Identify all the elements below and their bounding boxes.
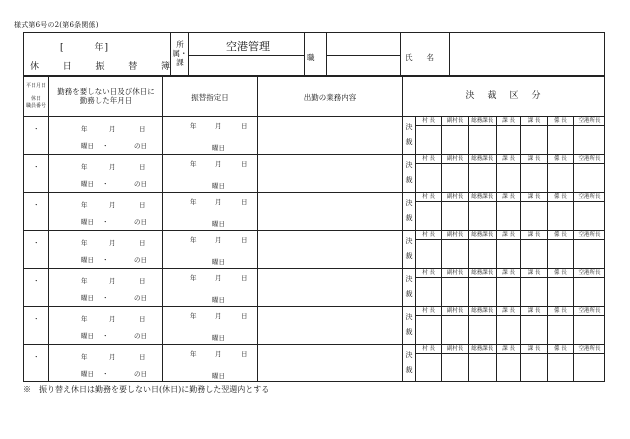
approval-mark: [404, 310, 414, 340]
book-title-char: 日: [62, 62, 72, 72]
approval-column-header: 決 裁 区 分: [465, 91, 543, 101]
approval-mark-char: 決: [405, 351, 413, 359]
separator: ・: [102, 218, 109, 226]
post-label: 職: [307, 53, 315, 62]
approval-grid: [402, 116, 605, 154]
approval-stamp-box: [468, 278, 496, 306]
swap-weekday-label: 曜日: [212, 334, 225, 342]
swap-weekday-label: 曜日: [212, 296, 225, 304]
approval-stamp-box: [415, 164, 441, 192]
approval-role-label: 総務課長: [468, 154, 496, 164]
row-bullet: ・: [33, 277, 40, 285]
approval-stamp-box: [573, 240, 605, 268]
approval-stamp-box: [520, 354, 546, 382]
row-bullet: ・: [33, 201, 40, 209]
weekday-label: 曜日: [81, 370, 94, 378]
nth-day-label: の日: [134, 256, 147, 264]
dept-value: 空港管理: [226, 40, 270, 53]
table-row: [24, 268, 604, 306]
approval-role-label: 副村長: [441, 154, 467, 164]
month-label: 月: [109, 125, 116, 133]
approval-mark: [404, 272, 414, 302]
swap-year-label: 年: [190, 350, 197, 358]
approval-mark-char: 決: [405, 313, 413, 321]
swap-month-label: 月: [215, 236, 222, 244]
approval-mark-char: 決: [405, 199, 413, 207]
swap-weekday-label: 曜日: [212, 144, 225, 152]
year-label: 年: [81, 163, 88, 171]
approval-stamp-box: [496, 164, 520, 192]
approval-stamp-box: [573, 316, 605, 344]
day-label: 日: [139, 315, 146, 323]
approval-role-label: 村 長: [415, 154, 441, 164]
year-label: [ 年]: [60, 43, 110, 53]
book-title-char: 替: [128, 62, 138, 72]
approval-stamp-box: [415, 316, 441, 344]
approval-role-label: 総務課長: [468, 116, 496, 126]
table-row: [24, 230, 604, 268]
approval-role-label: 課 長: [520, 154, 546, 164]
approval-role-label: 副村長: [441, 306, 467, 316]
approval-role-label: 副村長: [441, 230, 467, 240]
approval-stamp-box: [547, 316, 573, 344]
approval-stamp-box: [573, 278, 605, 306]
swap-month-label: 月: [215, 312, 222, 320]
approval-role-label: 副村長: [441, 344, 467, 354]
approval-stamp-box: [547, 126, 573, 154]
book-title-char: 振: [95, 62, 105, 72]
approval-stamp-box: [547, 354, 573, 382]
approval-role-label: 空港所長: [573, 192, 605, 202]
approval-mark-char: 裁: [405, 138, 413, 146]
day-label: 日: [139, 277, 146, 285]
approval-grid: [402, 344, 605, 382]
approval-role-label: 課 長: [496, 154, 520, 164]
approval-stamp-box: [520, 164, 546, 192]
row-bullet: ・: [33, 125, 40, 133]
approval-mark: [404, 196, 414, 226]
day-label: 日: [139, 163, 146, 171]
table-row: [24, 154, 604, 192]
approval-stamp-box: [496, 126, 520, 154]
swap-weekday-label: 曜日: [212, 182, 225, 190]
approval-role-label: 課 長: [496, 116, 520, 126]
approval-mark: [404, 120, 414, 150]
approval-role-label: 副村長: [441, 116, 467, 126]
approval-mark-char: 決: [405, 237, 413, 245]
approval-stamp-box: [547, 278, 573, 306]
approval-stamp-box: [468, 240, 496, 268]
swap-weekday-label: 曜日: [212, 372, 225, 380]
weekday-label: 曜日: [81, 256, 94, 264]
nth-day-label: の日: [134, 218, 147, 226]
table-row: [24, 306, 604, 344]
form-reference: 様式第6号の2(第6条関係): [14, 21, 99, 29]
swap-month-label: 月: [215, 122, 222, 130]
swap-day-label: 日: [241, 350, 248, 358]
table-row: [24, 116, 604, 154]
approval-stamp-box: [468, 316, 496, 344]
weekday-label: 曜日: [81, 332, 94, 340]
approval-role-label: 空港所長: [573, 230, 605, 240]
day-label: 日: [139, 201, 146, 209]
approval-role-label: 係 長: [547, 116, 573, 126]
swap-weekday-label: 曜日: [212, 220, 225, 228]
approval-mark-char: 決: [405, 161, 413, 169]
nth-day-label: の日: [134, 332, 147, 340]
approval-role-label: 村 長: [415, 344, 441, 354]
approval-grid: [402, 230, 605, 268]
approval-mark: [404, 348, 414, 378]
approval-stamp-box: [415, 240, 441, 268]
year-label: 年: [81, 277, 88, 285]
swap-table: [23, 76, 605, 382]
weekday-label: 曜日: [81, 180, 94, 188]
approval-role-label: 空港所長: [573, 344, 605, 354]
approval-role-label: 係 長: [547, 344, 573, 354]
separator: ・: [102, 256, 109, 264]
approval-stamp-box: [441, 164, 467, 192]
separator: ・: [102, 332, 109, 340]
approval-stamp-box: [468, 354, 496, 382]
approval-mark-char: 決: [405, 123, 413, 131]
approval-role-label: 係 長: [547, 306, 573, 316]
table-row: [24, 192, 604, 230]
approval-stamp-box: [520, 316, 546, 344]
approval-stamp-box: [573, 126, 605, 154]
approval-role-label: 課 長: [520, 268, 546, 278]
approval-grid: [402, 268, 605, 306]
approval-role-label: 課 長: [520, 116, 546, 126]
swap-year-label: 年: [190, 122, 197, 130]
approval-stamp-box: [496, 240, 520, 268]
separator: ・: [102, 142, 109, 150]
swap-month-label: 月: [215, 350, 222, 358]
approval-stamp-box: [415, 278, 441, 306]
approval-role-label: 総務課長: [468, 230, 496, 240]
month-label: 月: [109, 239, 116, 247]
approval-role-label: 空港所長: [573, 268, 605, 278]
approval-role-label: 課 長: [496, 306, 520, 316]
approval-mark-char: 決: [405, 275, 413, 283]
approval-stamp-box: [520, 240, 546, 268]
approval-stamp-box: [547, 164, 573, 192]
approval-role-label: 総務課長: [468, 344, 496, 354]
month-label: 月: [109, 277, 116, 285]
approval-stamp-box: [441, 240, 467, 268]
approval-stamp-box: [468, 126, 496, 154]
approval-grid: [402, 154, 605, 192]
year-label: 年: [81, 125, 88, 133]
approval-role-label: 総務課長: [468, 306, 496, 316]
approval-role-label: 総務課長: [468, 268, 496, 278]
nth-day-label: の日: [134, 294, 147, 302]
swap-month-label: 月: [215, 160, 222, 168]
swap-month-label: 月: [215, 198, 222, 206]
day-label: 日: [139, 239, 146, 247]
approval-stamp-box: [441, 202, 467, 230]
date-column-header: 勤務を要しない日及び休日に勤務した年月日: [57, 87, 155, 105]
approval-mark-char: 裁: [405, 214, 413, 222]
year-label: 年: [81, 353, 88, 361]
day-label: 日: [139, 125, 146, 133]
approval-stamp-box: [441, 126, 467, 154]
approval-grid: [402, 306, 605, 344]
day-label: 日: [139, 353, 146, 361]
approval-stamp-box: [573, 202, 605, 230]
swap-day-label: 日: [241, 160, 248, 168]
approval-stamp-box: [468, 202, 496, 230]
swap-day-label: 日: [241, 312, 248, 320]
approval-mark-char: 裁: [405, 176, 413, 184]
approval-role-label: 課 長: [520, 230, 546, 240]
work-column-header: 出勤の業務内容: [303, 93, 357, 102]
swap-column-header: 振替指定日: [191, 93, 229, 102]
approval-role-label: 副村長: [441, 268, 467, 278]
approval-role-label: 空港所長: [573, 306, 605, 316]
year-label: 年: [81, 315, 88, 323]
approval-stamp-box: [496, 354, 520, 382]
approval-mark-char: 裁: [405, 366, 413, 374]
approval-mark-char: 裁: [405, 328, 413, 336]
approval-role-label: 係 長: [547, 154, 573, 164]
swap-day-label: 日: [241, 274, 248, 282]
approval-role-label: 空港所長: [573, 116, 605, 126]
month-label: 月: [109, 201, 116, 209]
approval-role-label: 副村長: [441, 192, 467, 202]
approval-grid: [402, 192, 605, 230]
approval-role-label: 村 長: [415, 192, 441, 202]
approval-stamp-box: [415, 202, 441, 230]
approval-stamp-box: [547, 240, 573, 268]
swap-day-label: 日: [241, 198, 248, 206]
swap-year-label: 年: [190, 160, 197, 168]
approval-role-label: 空港所長: [573, 154, 605, 164]
footnote: ※ 振り替え休日は勤務を要しない日(休日)に勤務した翌週内とする: [23, 385, 270, 394]
dept-label: 所属・課: [172, 40, 188, 67]
nth-day-label: の日: [134, 142, 147, 150]
approval-role-label: 課 長: [520, 306, 546, 316]
approval-role-label: 村 長: [415, 306, 441, 316]
separator: ・: [102, 370, 109, 378]
approval-stamp-box: [496, 278, 520, 306]
book-title-char: 休: [30, 62, 40, 72]
approval-mark-char: 裁: [405, 290, 413, 298]
approval-stamp-box: [441, 278, 467, 306]
approval-stamp-box: [573, 164, 605, 192]
weekday-label: 曜日: [81, 142, 94, 150]
year-label: 年: [81, 201, 88, 209]
approval-stamp-box: [441, 354, 467, 382]
name-label: 氏名: [405, 53, 448, 62]
approval-mark-char: 裁: [405, 252, 413, 260]
table-row: [24, 344, 604, 382]
weekday-label: 曜日: [81, 294, 94, 302]
swap-year-label: 年: [190, 198, 197, 206]
swap-year-label: 年: [190, 236, 197, 244]
approval-stamp-box: [520, 202, 546, 230]
nth-day-label: の日: [134, 180, 147, 188]
swap-day-label: 日: [241, 236, 248, 244]
approval-role-label: 村 長: [415, 116, 441, 126]
swap-day-label: 日: [241, 122, 248, 130]
month-label: 月: [109, 163, 116, 171]
approval-stamp-box: [496, 316, 520, 344]
row-bullet: ・: [33, 163, 40, 171]
weekday-header: 平日月日 休日 職員番号: [25, 83, 46, 109]
approval-stamp-box: [415, 354, 441, 382]
weekday-label: 曜日: [81, 218, 94, 226]
approval-stamp-box: [441, 316, 467, 344]
approval-stamp-box: [468, 164, 496, 192]
approval-role-label: 課 長: [496, 344, 520, 354]
row-bullet: ・: [33, 315, 40, 323]
approval-stamp-box: [520, 278, 546, 306]
approval-role-label: 課 長: [496, 230, 520, 240]
approval-role-label: 村 長: [415, 230, 441, 240]
approval-stamp-box: [547, 202, 573, 230]
swap-weekday-label: 曜日: [212, 258, 225, 266]
separator: ・: [102, 294, 109, 302]
approval-role-label: 課 長: [520, 192, 546, 202]
approval-role-label: 係 長: [547, 268, 573, 278]
approval-role-label: 課 長: [496, 268, 520, 278]
approval-role-label: 課 長: [520, 344, 546, 354]
approval-stamp-box: [496, 202, 520, 230]
month-label: 月: [109, 315, 116, 323]
approval-role-label: 係 長: [547, 192, 573, 202]
approval-role-label: 係 長: [547, 230, 573, 240]
swap-year-label: 年: [190, 274, 197, 282]
approval-role-label: 総務課長: [468, 192, 496, 202]
approval-stamp-box: [415, 126, 441, 154]
approval-stamp-box: [573, 354, 605, 382]
approval-role-label: 課 長: [496, 192, 520, 202]
swap-year-label: 年: [190, 312, 197, 320]
book-title: [30, 59, 170, 72]
month-label: 月: [109, 353, 116, 361]
separator: ・: [102, 180, 109, 188]
nth-day-label: の日: [134, 370, 147, 378]
approval-role-label: 村 長: [415, 268, 441, 278]
book-title-char: 簿: [160, 62, 170, 72]
year-label: 年: [81, 239, 88, 247]
approval-stamp-box: [520, 126, 546, 154]
approval-mark: [404, 158, 414, 188]
row-bullet: ・: [33, 353, 40, 361]
row-bullet: ・: [33, 239, 40, 247]
swap-month-label: 月: [215, 274, 222, 282]
approval-mark: [404, 234, 414, 264]
